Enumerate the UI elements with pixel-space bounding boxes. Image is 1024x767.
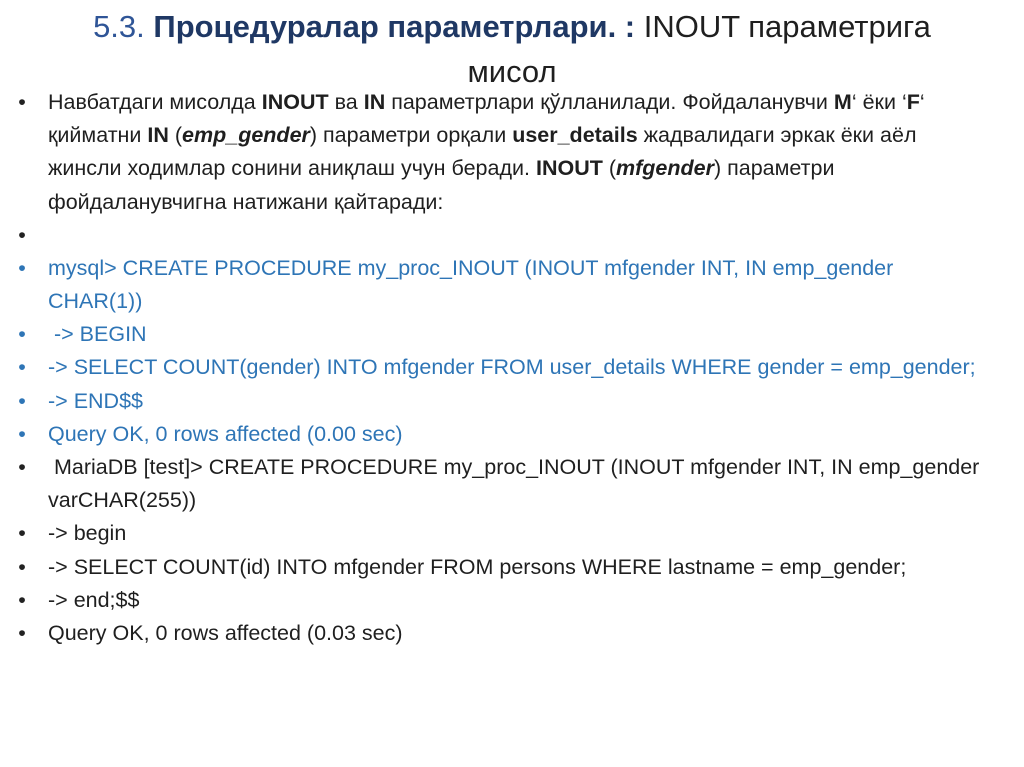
list-item-text: -> BEGIN bbox=[48, 322, 147, 347]
list-item-intro bbox=[0, 86, 1024, 219]
list-item bbox=[0, 617, 1024, 650]
list-item bbox=[0, 351, 1024, 384]
intro-bold: M bbox=[833, 90, 852, 114]
intro-text: ва bbox=[328, 90, 364, 114]
list-item-text: -> end;$$ bbox=[48, 587, 140, 612]
list-item bbox=[0, 252, 1024, 318]
title-number: 5.3. bbox=[93, 9, 145, 44]
intro-text: ) параметри фойдаланувчигна натижани қайтаради: bbox=[48, 156, 835, 214]
intro-text: параметрлари қўлланилади. Фойдаланувчи bbox=[385, 90, 834, 114]
bullet-icon: • bbox=[18, 554, 26, 579]
list-item-text: MariaDB [test]> CREATE PROCEDURE my_proc_INOUT (INOUT mfgender INT, IN emp_gender varCHAR(255)) bbox=[48, 455, 986, 513]
list-item bbox=[0, 318, 1024, 351]
bullet-icon: • bbox=[18, 355, 26, 380]
intro-text: Навбатдаги мисолда bbox=[48, 90, 262, 114]
bullet-icon: • bbox=[18, 587, 26, 612]
list-item-text: -> SELECT COUNT(id) INTO mfgender FROM persons WHERE lastname = emp_gender; bbox=[48, 554, 907, 579]
list-item bbox=[0, 385, 1024, 418]
bullet-icon: • bbox=[18, 222, 26, 247]
bullet-icon: • bbox=[18, 255, 26, 280]
intro-bold: IN bbox=[363, 90, 386, 114]
title-bold: Процедуралар параметрлари. : bbox=[153, 9, 636, 44]
list-item bbox=[0, 551, 1024, 584]
code-lines bbox=[0, 219, 1024, 650]
bullet-icon: • bbox=[18, 455, 26, 480]
intro-text: ‘ ёки ‘ bbox=[851, 90, 907, 114]
list-item bbox=[0, 418, 1024, 451]
slide-title bbox=[0, 4, 1024, 94]
bullet-icon: • bbox=[18, 90, 26, 114]
title-rest: INOUT параметрига bbox=[643, 9, 931, 44]
list-item-text: mysql> CREATE PROCEDURE my_proc_INOUT (INOUT mfgender INT, IN emp_gender CHAR(1)) bbox=[48, 255, 900, 314]
intro-text: жадвалидаги эркак ёки аёл жинсли ходимлар сонини аниқлаш учун беради. bbox=[48, 123, 917, 181]
intro-text: ( bbox=[168, 123, 183, 148]
intro-text: ‘ қийматни bbox=[48, 90, 925, 148]
intro-text: ) параметри орқали bbox=[309, 123, 513, 148]
bullet-icon: • bbox=[18, 322, 26, 347]
intro-bold: F bbox=[906, 90, 920, 114]
list-item bbox=[0, 451, 1024, 517]
list-item bbox=[0, 517, 1024, 550]
slide-body bbox=[0, 86, 1024, 650]
list-item-text: -> SELECT COUNT(gender) INTO mfgender FROM user_details WHERE gender = emp_gender; bbox=[48, 355, 976, 380]
list-item-text: -> begin bbox=[48, 521, 127, 546]
intro-bold: IN bbox=[147, 123, 169, 148]
intro-bold-italic: emp_gender bbox=[182, 123, 310, 148]
intro-bold: INOUT bbox=[261, 90, 329, 114]
list-item-text: Query OK, 0 rows affected (0.03 sec) bbox=[48, 621, 403, 646]
bullet-icon: • bbox=[18, 421, 26, 446]
bullet-icon: • bbox=[18, 621, 26, 646]
bullet-icon: • bbox=[18, 388, 26, 413]
bullet-icon: • bbox=[18, 521, 26, 546]
intro-bold: user_details bbox=[512, 123, 638, 148]
list-item-text: -> END$$ bbox=[48, 388, 143, 413]
intro-text: ( bbox=[602, 156, 616, 181]
intro-bold-italic: mfgender bbox=[616, 156, 714, 181]
list-item bbox=[0, 584, 1024, 617]
list-item bbox=[0, 219, 1024, 252]
list-item-text: Query OK, 0 rows affected (0.00 sec) bbox=[48, 421, 403, 446]
intro-bold: INOUT bbox=[535, 156, 603, 181]
title-line2: мисол bbox=[467, 54, 557, 89]
